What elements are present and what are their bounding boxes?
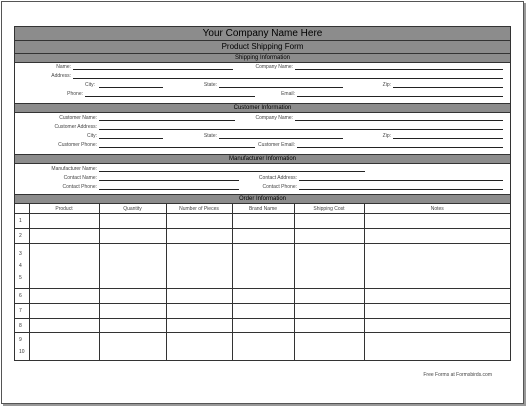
shipping-cost-cell[interactable]	[294, 333, 364, 360]
table-row	[15, 229, 510, 244]
shipping-cost-header: Shipping Cost	[294, 204, 364, 214]
order-table	[15, 204, 510, 360]
shipping-state-field[interactable]	[219, 87, 343, 88]
shipping-cost-cell[interactable]	[294, 304, 364, 319]
customer-state-field[interactable]	[219, 138, 343, 139]
product-cell[interactable]	[29, 333, 99, 360]
table-row	[15, 244, 510, 289]
pieces-cell[interactable]	[166, 229, 232, 244]
shipping-cost-cell[interactable]	[294, 244, 364, 289]
shipping-name-label: Name:	[56, 64, 71, 70]
shipping-phone-label: Phone:	[67, 91, 83, 97]
shipping-cost-cell[interactable]	[294, 289, 364, 304]
shipping-state-label: State:	[203, 82, 217, 88]
quantity-header: Quantity	[99, 204, 166, 214]
customer-name-label: Customer Name:	[59, 115, 97, 121]
shipping-cost-cell[interactable]	[294, 229, 364, 244]
pieces-cell[interactable]	[166, 289, 232, 304]
shipping-cost-cell[interactable]	[294, 214, 364, 229]
customer-phone-label: Customer Phone:	[58, 142, 97, 148]
brand-cell[interactable]	[232, 333, 294, 360]
shipping-name-field[interactable]	[73, 69, 233, 70]
shipping-email-label: Email:	[281, 91, 295, 97]
contact-phone-2-field[interactable]	[299, 189, 503, 190]
pieces-cell[interactable]	[166, 304, 232, 319]
table-row	[15, 214, 510, 229]
shipping-zip-field[interactable]	[393, 87, 503, 88]
quantity-cell[interactable]	[99, 304, 166, 319]
product-cell[interactable]	[29, 304, 99, 319]
pieces-cell[interactable]	[166, 319, 232, 333]
row-number: 1	[15, 214, 29, 229]
shipping-zip-label: Zip:	[382, 82, 391, 88]
notes-cell[interactable]	[364, 304, 510, 319]
brand-cell[interactable]	[232, 214, 294, 229]
table-row	[15, 304, 510, 319]
customer-company-field[interactable]	[295, 120, 503, 121]
pieces-header: Number of Pieces	[166, 204, 232, 214]
notes-cell[interactable]	[364, 319, 510, 333]
table-row	[15, 333, 510, 360]
brand-cell[interactable]	[232, 244, 294, 289]
quantity-cell[interactable]	[99, 289, 166, 304]
row-number: 2	[15, 229, 29, 244]
brand-cell[interactable]	[232, 229, 294, 244]
brand-cell[interactable]	[232, 304, 294, 319]
pieces-cell[interactable]	[166, 244, 232, 289]
table-row	[15, 319, 510, 333]
shipping-city-field[interactable]	[99, 87, 163, 88]
quantity-cell[interactable]	[99, 229, 166, 244]
manufacturer-name-label: Manufacturer Name:	[51, 166, 97, 172]
shipping-form	[14, 26, 511, 361]
notes-cell[interactable]	[364, 229, 510, 244]
notes-cell[interactable]	[364, 289, 510, 304]
order-heading: Order Information	[15, 195, 510, 204]
customer-address-label: Customer Address:	[54, 124, 97, 130]
shipping-section	[15, 63, 510, 104]
customer-city-field[interactable]	[99, 138, 163, 139]
customer-zip-label: Zip:	[382, 133, 391, 139]
form-title: Product Shipping Form	[15, 41, 510, 54]
shipping-company-field[interactable]	[295, 69, 503, 70]
contact-email-field[interactable]	[299, 180, 503, 181]
row-number: 8	[15, 319, 29, 333]
shipping-city-label: City:	[85, 82, 95, 88]
shipping-email-field[interactable]	[297, 96, 503, 97]
shipping-address-label: Address:	[51, 73, 71, 79]
shipping-phone-field[interactable]	[85, 96, 255, 97]
shipping-cost-cell[interactable]	[294, 319, 364, 333]
manufacturer-section	[15, 164, 510, 195]
row-number: 7	[15, 304, 29, 319]
company-title: Your Company Name Here	[15, 27, 510, 41]
manufacturer-heading: Manufacturer Information	[15, 155, 510, 164]
contact-phone-field[interactable]	[99, 189, 239, 190]
customer-state-label: State:	[203, 133, 217, 139]
notes-cell[interactable]	[364, 333, 510, 360]
row-number: 9 10	[19, 337, 25, 356]
customer-company-label: Company Name:	[255, 115, 293, 121]
customer-heading: Customer Information	[15, 104, 510, 113]
product-cell[interactable]	[29, 214, 99, 229]
row-number: 3 4 5	[15, 244, 29, 289]
product-header: Product	[29, 204, 99, 214]
product-cell[interactable]	[29, 244, 99, 289]
product-cell[interactable]	[29, 289, 99, 304]
quantity-cell[interactable]	[99, 319, 166, 333]
contact-email-label: Contact Address:	[258, 175, 297, 181]
customer-phone-field[interactable]	[99, 147, 255, 148]
quantity-cell[interactable]	[99, 244, 166, 289]
product-cell[interactable]	[29, 319, 99, 333]
customer-email-field[interactable]	[297, 147, 503, 148]
brand-cell[interactable]	[232, 289, 294, 304]
manufacturer-name-field[interactable]	[99, 171, 365, 172]
shipping-address-field[interactable]	[73, 78, 503, 79]
contact-name-field[interactable]	[99, 180, 239, 181]
order-header-row	[15, 204, 510, 214]
contact-phone-label: Contact Phone:	[62, 184, 97, 190]
brand-cell[interactable]	[232, 319, 294, 333]
footer-credit: Free Forms at Formsbirds.com	[423, 372, 492, 378]
quantity-cell[interactable]	[99, 333, 166, 360]
quantity-cell[interactable]	[99, 214, 166, 229]
customer-zip-field[interactable]	[393, 138, 503, 139]
row-number: 6	[15, 289, 29, 304]
customer-email-label: Customer Email:	[258, 142, 295, 148]
contact-phone-2-label: Contact Phone:	[262, 184, 297, 190]
customer-city-label: City:	[87, 133, 97, 139]
notes-cell[interactable]	[364, 214, 510, 229]
pieces-cell[interactable]	[166, 333, 232, 360]
contact-name-label: Contact Name:	[63, 175, 97, 181]
shipping-company-label: Company Name:	[255, 64, 293, 70]
customer-name-field[interactable]	[99, 120, 235, 121]
customer-address-field[interactable]	[99, 129, 503, 130]
product-cell[interactable]	[29, 229, 99, 244]
row-number-header	[15, 204, 29, 214]
notes-header: Notes	[364, 204, 510, 214]
shipping-heading: Shipping Information	[15, 54, 510, 63]
pieces-cell[interactable]	[166, 214, 232, 229]
notes-cell[interactable]	[364, 244, 510, 289]
customer-section	[15, 113, 510, 155]
brand-header: Brand Name	[232, 204, 294, 214]
table-row	[15, 289, 510, 304]
